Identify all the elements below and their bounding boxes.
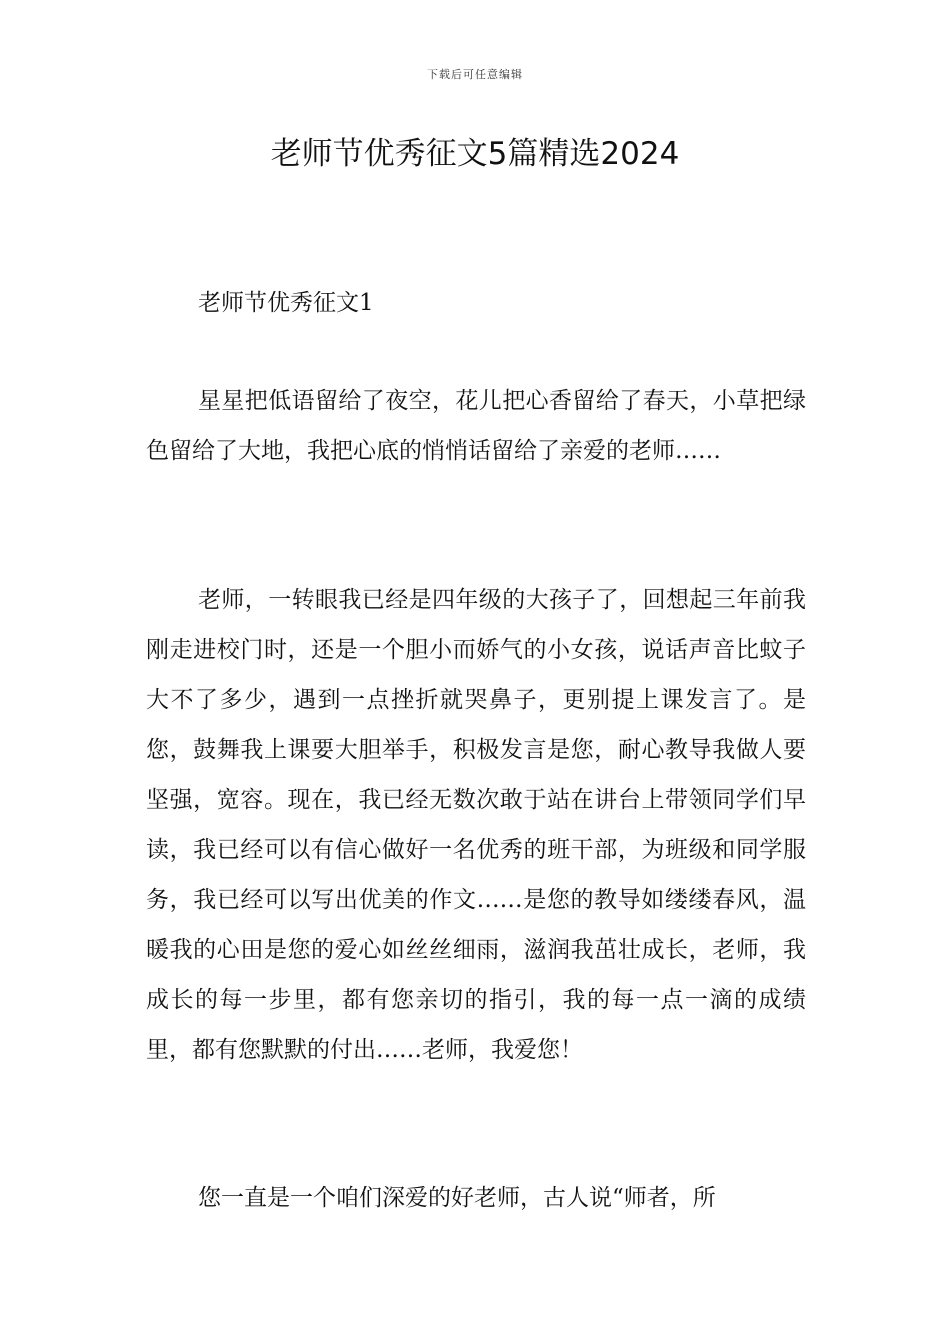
- paragraph-2: 老师，一转眼我已经是四年级的大孩子了，回想起三年前我刚走进校门时，还是一个胆小而娇气的小女孩，说话声音比蚊子大不了多少，遇到一点挫折就哭鼻子，更别提上课发言了。是您，鼓舞我上课要大胆举手，积极发言是您，耐心教导我做人要坚强，宽容。现在，我已经无数次敢于站在讲台上带领同学们早读，我已经可以有信心做好一名优秀的班干部，为班级和同学服务，我已经可以写出优美的作文……是您的教导如缕缕春风，温暖我的心田是您的爱心如丝丝细雨，滋润我茁壮成长，老师，我成长的每一步里，都有您亲切的指引，我的每一点一滴的成绩里，都有您默默的付出……老师，我爱您！: [146, 587, 806, 1063]
- paragraph-1: 星星把低语留给了夜空，花儿把心香留给了春天，小草把绿色留给了大地，我把心底的悄悄话留给了亲爱的老师……: [146, 388, 806, 464]
- section-heading: 老师节优秀征文1: [198, 290, 374, 316]
- header-note: 下载后可任意编辑: [427, 68, 523, 81]
- paragraph-3: 您一直是一个咱们深爱的好老师，古人说“师者，所: [198, 1185, 716, 1211]
- document-title: 老师节优秀征文5篇精选2024: [270, 136, 680, 172]
